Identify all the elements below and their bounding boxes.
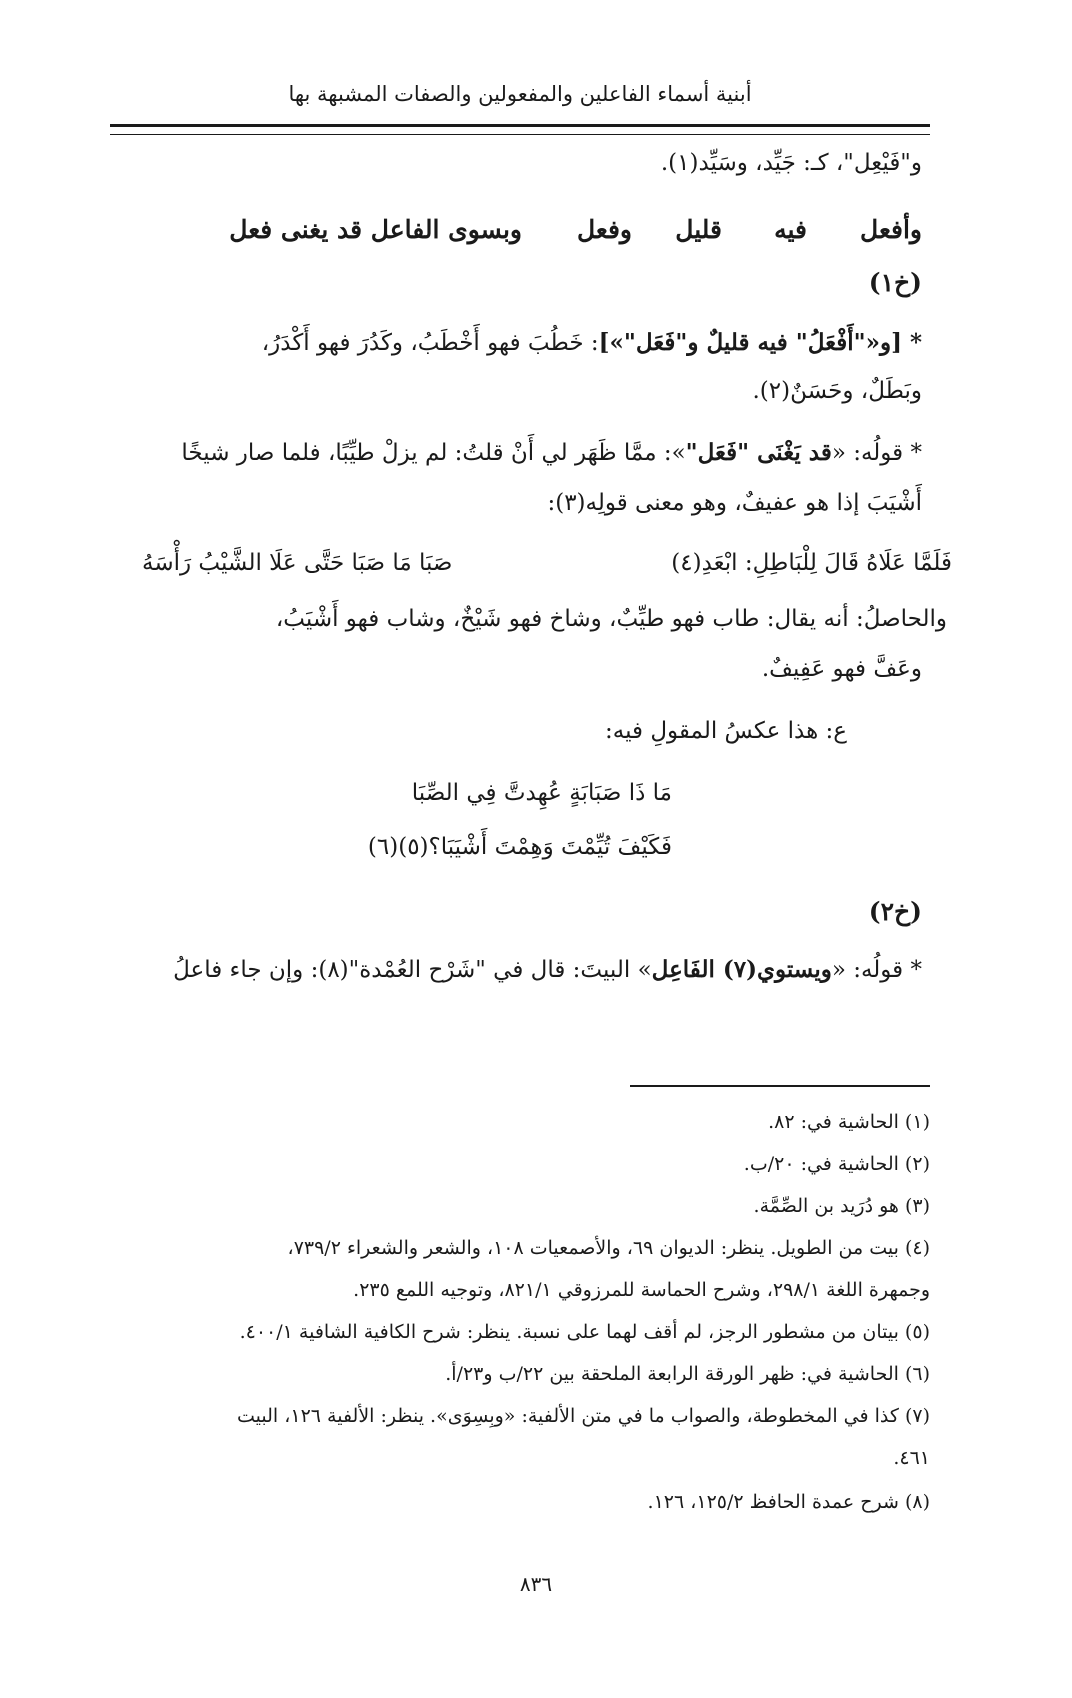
header-rule-thick [110,124,930,127]
ain-line: ع: هذا عكسُ المقولِ فيه: [605,718,847,744]
running-header: أبنية أسماء الفاعلين والمفعولين والصفات المشبهة بها [288,82,752,106]
footnote-8: (٨) شرح عمدة الحافظ ١٢٥/٢، ١٢٦. [647,1491,930,1513]
alfiyya-verse [142,215,922,249]
footnote-7: (٧) كذا في المخطوطة، والصواب ما في متن الألفية: «وبِسِوَى». ينظر: الألفية ١٢٦، البيت [236,1405,930,1427]
footnote-separator [630,1085,930,1087]
paragraph-1 [142,330,922,356]
rajaz-line-1: مَا ذَا صَبَابَةٍ عُهِدتَّ فِي الصِّبَا [411,780,672,806]
paragraph-2-line2: أَشْيَبَ إذا هو عفيفٌ، وهو معنى قولِه(٣): [547,490,922,516]
verse-word-4: وفعل [576,215,632,244]
paragraph-3-line2: وعَفَّ فهو عَفِيفٌ. [761,656,922,682]
p2-start: * قولُه: « [831,440,922,466]
footnote-6: (٦) الحاشية في: ظهر الورقة الرابعة الملحقة بين ٢٢/ب و٢٣/أ. [445,1363,930,1385]
footnote-1: (١) الحاشية في: ٨٢. [768,1111,930,1133]
footnote-4-cont: وجمهرة اللغة ٢٩٨/١، وشرح الحماسة للمرزوقي ٨٢١/١، وتوجيه اللمع ٢٣٥. [353,1279,930,1301]
p1-lead: * [و«"أَفْعَلُ" فيه قليلٌ و"فَعَل"»] [598,329,922,356]
khaa-marker-2: (خ٢) [868,897,922,926]
paragraph-1-line2: وبَطَلٌ، وحَسَنٌ(٢). [752,378,922,404]
poem-hemistich-1: صَبَا مَا صَبَا حَتَّى عَلَا الشَّيْبُ رَأْسَهُ [142,550,453,576]
footnote-5: (٥) بيتان من مشطور الرجز، لم أقف لهما على نسبة. ينظر: شرح الكافية الشافية ٤٠٠/١. [239,1321,930,1343]
rajaz-line-2: فَكَيْفَ تُيِّمْتَ وَهِمْتَ أَشْيَبَا؟(٥)(٦) [367,834,672,860]
footnote-3: (٣) هو دُرَيد بن الصِّمَّة. [753,1195,930,1217]
page-number: ٨٣٦ [519,1572,553,1596]
footnote-7-cont: ٤٦١. [893,1447,930,1469]
khaa-marker-1: (خ١) [868,268,922,297]
p1-rest: : خَطُبَ فهو أَخْطَبُ، وكَدُرَ فهو أَكْدَرُ، [261,330,599,356]
footnote-2: (٢) الحاشية في: ٢٠/ب. [743,1153,930,1175]
verse-word-3: قليل [675,215,722,244]
p4-bold: ويستوي(٧) الفَاعِل [651,956,832,983]
verse-hemistich-2: وبسوى الفاعل قد يغنى فعل [229,215,522,244]
p4-start: * قولُه: « [831,957,922,983]
verse-word-2: فيه [774,215,807,244]
footnote-4: (٤) بيت من الطويل. ينظر: الديوان ٦٩، والأصمعيات ١٠٨، والشعر والشعراء ٧٣٩/٢، [287,1237,930,1259]
paragraph-4 [142,957,922,983]
p2-bold: قد يَغْنَى "فَعَل" [685,439,832,466]
p2-rest: »: ممَّا ظَهَر لي أَنْ قلتُ: لم يزلْ طيِّبًا، فلما صار شيخًا [181,440,686,466]
intro-line: و"فَيْعِل"، كـ: جَيِّد، وسَيِّد(١). [660,150,922,176]
verse-word-1: وأفعل [860,215,922,244]
poem-hemistich-2: فَلَمَّا عَلَاهُ قَالَ لِلْبَاطِلِ: ابْعَدِ(٤) [671,550,952,576]
poem-verse [142,550,952,584]
header-rule-thin [110,134,930,135]
paragraph-2 [142,440,922,466]
p4-rest: » البيتَ: قال في "شَرْح العُمْدة"(٨): وإن جاء فاعلُ [173,957,652,983]
paragraph-3: والحاصلُ: أنه يقال: طاب فهو طيِّبٌ، وشاخ فهو شَيْخٌ، وشاب فهو أَشْيَبُ، [275,606,947,632]
